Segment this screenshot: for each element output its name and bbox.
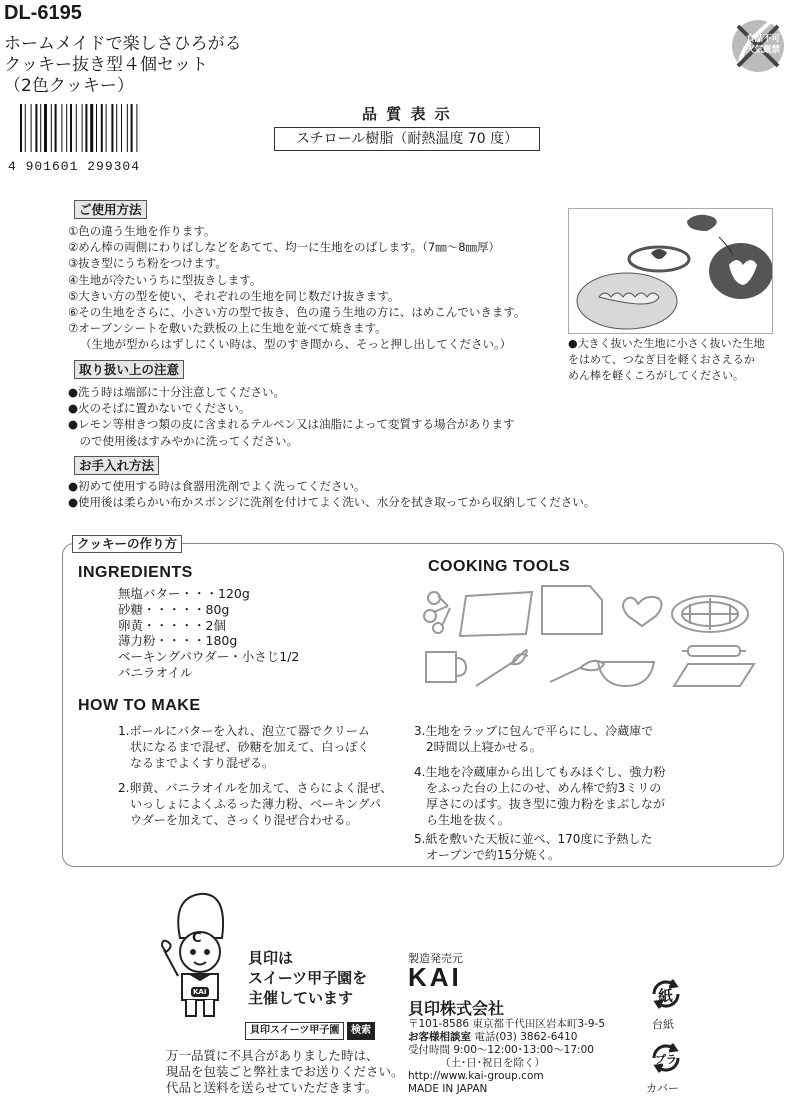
- material-label: スチロール樹脂（耐熱温度 70 度）: [274, 127, 540, 151]
- step-line: 状になるまで混ぜ、砂糖を加えて、白っぽく: [118, 740, 370, 754]
- defect-line: 代品と送料を送らせていただきます。: [166, 1080, 378, 1095]
- step-line: 1.ボールにバターを入れ、泡立て器でクリーム: [118, 724, 370, 738]
- recipe-step: [414, 764, 665, 828]
- usage-line: ④生地が冷たいうちに型抜きします。: [68, 272, 262, 287]
- paper-recycle-icon: [646, 974, 686, 1014]
- cookie-illustration: [568, 208, 773, 334]
- care-list: [68, 478, 595, 510]
- usage-line: （生地が型からはずしにくい時は、型のすき間から、そっと押し出してください。）: [80, 337, 512, 352]
- made-in: MADE IN JAPAN: [408, 1083, 488, 1095]
- usage-line: ⑦オーブンシートを敷いた鉄板の上に生地を並べて焼きます。: [68, 321, 387, 336]
- handling-line: ●火のそばに置かないでください。: [68, 401, 251, 416]
- caption-line: ●大きく抜いた生地に小さく抜いた生地: [568, 337, 765, 350]
- spatula-icon: [550, 661, 604, 682]
- caption-line: をはめて、つなぎ目を軽くおさえるか: [568, 353, 755, 366]
- step-line: 2.卵黄、バニラオイルを加えて、さらによく混ぜ、: [118, 781, 393, 795]
- measuring-spoons-icon: [424, 592, 450, 633]
- quality-heading: 品 質 表 示: [362, 105, 452, 123]
- usage-line: ③抜き型にうち粉をつけます。: [68, 256, 227, 271]
- care-line: ●使用後は柔らかい布かスポンジに洗剤を付けてよく洗い、水分を拭き取ってから収納してください。: [68, 495, 596, 510]
- steps-left: [118, 723, 392, 837]
- barcode: [18, 104, 160, 152]
- recipe-step: [118, 723, 392, 771]
- search-keyword-box: 貝印スイーツ甲子園: [245, 1022, 344, 1040]
- address: 〒101-8586 東京都千代田区岩本町3-9-5: [408, 1018, 606, 1030]
- step-line: 2時間以上寝かせる。: [414, 740, 542, 754]
- steps-right: [414, 723, 665, 872]
- step-line: ウダーを加えて、さっくり混ぜ合わせる。: [118, 813, 358, 827]
- handling-line: ので使用後はすみやかに洗ってください。: [68, 433, 298, 448]
- handling-list: [68, 384, 514, 449]
- consult-line: [408, 1031, 605, 1044]
- usage-line: ⑥その生地をさらに、小さい方の型で抜き、色の違う生地の方に、はめこんでいきます。: [68, 305, 526, 320]
- holidays: （土･日･祝日を除く）: [440, 1057, 545, 1069]
- barcode-number: 4 901601 299304: [8, 159, 141, 174]
- company-name: 貝印株式会社: [408, 999, 505, 1018]
- step-line: 4.生地を冷蔵庫から出してもみほぐし、強力粉: [414, 765, 666, 779]
- handling-heading: 取り扱い上の注意: [74, 360, 184, 379]
- mixing-bowl-icon: [598, 662, 654, 686]
- heart-cutter-icon: [623, 597, 662, 626]
- step-line: をふった台の上にのせ、めん棒で約3ミリの: [414, 781, 662, 795]
- step-line: 5.紙を敷いた天板に並べ、170度に予熱した: [414, 832, 653, 846]
- measuring-cup-icon: [426, 652, 466, 682]
- rolling-pin-icon: [674, 646, 754, 686]
- caption-line: めん棒を軽くころがしてください。: [568, 369, 744, 382]
- title-line: （2色クッキー）: [4, 76, 134, 96]
- phone: 電話(03) 3862-6410: [474, 1031, 578, 1043]
- paper-mark: 紙: [658, 987, 674, 1005]
- ingredient: 無塩バター・・・120g: [118, 586, 250, 601]
- consult-label: お客様相談室: [408, 1031, 471, 1043]
- ingredient: 卵黄・・・・・2個: [118, 617, 226, 633]
- website-url: http://www.kai-group.com: [408, 1070, 544, 1082]
- usage-list: [68, 223, 525, 353]
- parchment-paper-icon: [542, 586, 602, 634]
- ingredient: 薄力粉・・・・180g: [118, 633, 238, 649]
- recipe-title: クッキーの作り方: [72, 535, 182, 553]
- sponsor-text: [248, 948, 367, 1008]
- contact-info: [408, 1018, 605, 1096]
- product-code: DL-6195: [4, 2, 82, 24]
- nonfood-warning-icon: [730, 18, 786, 74]
- sponsor-line: 貝印は: [248, 949, 294, 967]
- chef-mascot-icon: [160, 888, 242, 1020]
- ingredient: バニラオイル: [118, 664, 193, 680]
- ingredient: 砂糖・・・・・80g: [118, 601, 230, 617]
- mascot-letter: C: [192, 931, 202, 946]
- step-line: 3.生地をラップに包んで平らにし、冷蔵庫で: [414, 724, 654, 738]
- defect-line: 万一品質に不具合がありました時は、: [166, 1048, 379, 1063]
- usage-line: ②めん棒の両側にわりばしなどをあてて、均一に生地をのばします。（7㎜〜8㎜厚）: [68, 240, 501, 255]
- handling-line: ●レモン等柑きつ類の皮に含まれるテルペン又は油脂によって変質する場合があります: [68, 417, 515, 432]
- defect-notice: [166, 1048, 404, 1096]
- product-title: [4, 34, 242, 97]
- ingredients-heading: INGREDIENTS: [78, 564, 193, 581]
- sponsor-line: 主催しています: [248, 989, 354, 1007]
- paper-label: 台紙: [652, 1018, 674, 1031]
- title-line: クッキー抜き型４個セット: [4, 55, 208, 75]
- plastic-recycle-icon: [646, 1038, 686, 1078]
- step-line: なるまでよくすり混ぜる。: [118, 756, 275, 770]
- cutting-board-icon: [460, 592, 532, 636]
- recipe-step: [414, 723, 665, 755]
- care-heading: お手入れ方法: [74, 456, 159, 475]
- plastic-label: カバー: [646, 1082, 679, 1095]
- whisk-icon: [476, 650, 528, 686]
- tools-heading: COOKING TOOLS: [428, 558, 571, 575]
- title-line: ホームメイドで楽しさひろがる: [4, 34, 242, 54]
- illustration-caption: [568, 336, 765, 384]
- nonfood-mark-text: 食品不可 火気厳禁: [746, 34, 781, 55]
- usage-heading: ご使用方法: [74, 200, 147, 219]
- how-to-heading: HOW TO MAKE: [78, 697, 201, 714]
- defect-line: 現品を包装ごと弊社までお送りください。: [166, 1064, 404, 1079]
- search-button: 検索: [347, 1022, 375, 1040]
- usage-line: ⑤大きい方の型を使い、それぞれの生地を同じ数だけ抜きます。: [68, 288, 400, 303]
- step-line: オーブンで約15分焼く。: [414, 848, 560, 862]
- mascot-badge: KAI: [193, 988, 207, 996]
- ingredient: ベーキングパウダー・小さじ1/2: [118, 649, 300, 665]
- maker-label: 製造発売元: [408, 952, 463, 965]
- recipe-step: [414, 831, 665, 863]
- cooling-rack-icon: [672, 596, 748, 632]
- sponsor-line: スイーツ甲子園を: [248, 969, 368, 987]
- kai-logo: KAI: [408, 962, 462, 992]
- plastic-mark: プラ: [655, 1053, 677, 1066]
- hours: 受付時間 9:00〜12:00･13:00〜17:00: [408, 1044, 594, 1056]
- usage-line: ①色の違う生地を作ります。: [68, 224, 216, 238]
- step-line: ら生地を抜く。: [414, 813, 510, 827]
- recipe-step: [118, 780, 392, 828]
- cooking-tools-illustration: [420, 582, 760, 692]
- step-line: 厚さにのばす。抜き型に強力粉をまぶしなが: [414, 797, 666, 811]
- step-line: いっしょによくふるった薄力粉、ベーキングパ: [118, 797, 381, 811]
- handling-line: ●洗う時は端部に十分注意してください。: [68, 385, 286, 399]
- care-line: ●初めて使用する時は食器用洗剤でよく洗ってください。: [68, 479, 366, 493]
- ingredients-list: [118, 586, 299, 681]
